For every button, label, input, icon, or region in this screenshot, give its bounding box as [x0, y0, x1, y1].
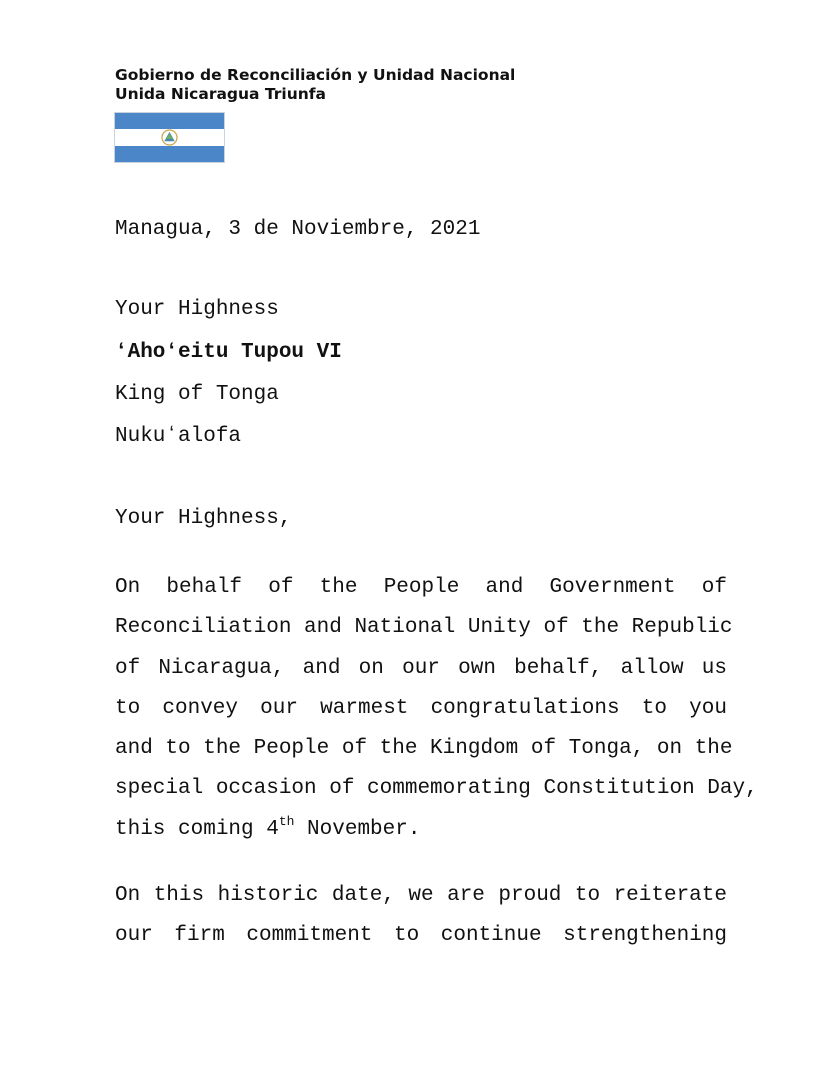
letterhead-motto: Unida Nicaragua Triunfa: [115, 85, 327, 103]
date-line: Managua, 3 de Noviembre, 2021: [115, 218, 481, 241]
paragraph-text: November.: [294, 817, 421, 841]
paragraph-line: of Nicaragua, and on our own behalf, allow us: [115, 656, 727, 680]
recipient-salutation: Your Highness: [115, 298, 279, 321]
nicaragua-flag-icon: [114, 112, 225, 163]
ordinal-suffix: th: [278, 813, 295, 829]
body-paragraph-1: [115, 568, 758, 850]
letterhead: [115, 66, 515, 104]
recipient-city: Nukuʻalofa: [115, 425, 242, 448]
paragraph-line: and to the People of the Kingdom of Tonga, on the: [115, 737, 733, 761]
flag-top-stripe: [115, 113, 224, 129]
flag-bottom-stripe: [115, 146, 224, 162]
paragraph-line: Reconciliation and National Unity of the Republic: [115, 616, 733, 640]
paragraph-line: our firm commitment to continue strengthening: [115, 924, 727, 948]
greeting: Your Highness,: [115, 507, 292, 530]
letterhead-government-name: Gobierno de Reconciliación y Unidad Nacional: [115, 66, 516, 84]
recipient-title: King of Tonga: [115, 383, 279, 406]
paragraph-text: this coming 4: [115, 817, 279, 841]
body-paragraph-2: [115, 876, 727, 957]
paragraph-line: On this historic date, we are proud to reiterate: [115, 884, 727, 907]
recipient-name: ʻAhoʻeitu Tupou VI: [115, 341, 342, 364]
coat-of-arms-icon: [161, 129, 178, 146]
paragraph-last-line: [115, 810, 727, 850]
paragraph-line: special occasion of commemorating Constitution Day,: [115, 777, 758, 801]
paragraph-line: On behalf of the People and Government of: [115, 576, 727, 599]
paragraph-line: to convey our warmest congratulations to you: [115, 696, 727, 720]
